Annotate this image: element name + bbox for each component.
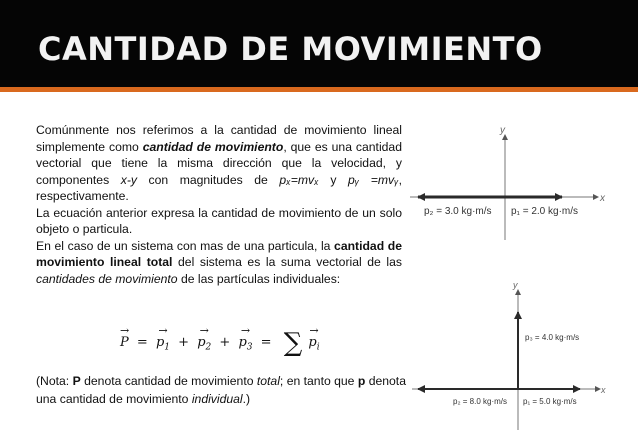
- paragraph-2: La ecuación anterior expresa la cantidad de movimiento de un solo objeto o particula.: [36, 205, 402, 236]
- p3-text-b: del sistema es la suma vectorial de las: [172, 255, 402, 269]
- p1-text-a: Comúnmente nos referimos a la cantidad de movimiento lineal simplemente como: [36, 123, 402, 154]
- plus-sign: +: [178, 335, 190, 350]
- slide-title: CANTIDAD DE MOVIMIENTO: [38, 30, 543, 68]
- note-open: (Nota:: [36, 374, 73, 388]
- p2-symbol: p: [197, 335, 206, 350]
- note-close: .): [242, 391, 251, 406]
- p3-text-c: de las partículas individuales:: [177, 271, 341, 286]
- sigma-symbol: ∑: [283, 328, 303, 358]
- note-individual: individual: [191, 391, 243, 406]
- pi-subscript: i: [316, 342, 320, 353]
- note-text-b: ; en tanto que: [279, 374, 358, 388]
- d1-p2-label: p₂ = 3.0 kg·m/s: [424, 206, 492, 217]
- d2-p1-label: p₁ = 5.0 kg·m/s: [523, 397, 577, 406]
- note-total: total: [256, 374, 280, 388]
- p1-xy: x-y: [120, 172, 137, 187]
- p1-text-c: con magnitudes de: [136, 172, 280, 187]
- p1-symbol: p: [155, 335, 165, 350]
- p3-subscript: 3: [246, 342, 253, 353]
- d2-x-label: x: [601, 385, 606, 395]
- diagram-2: [412, 280, 606, 430]
- equals-sign: =: [136, 335, 148, 350]
- pi-symbol: p: [308, 335, 317, 350]
- p1-py: pᵧ =mvᵧ: [347, 172, 399, 187]
- note-text-a: denota cantidad de movimiento: [80, 374, 257, 388]
- p1-text-d: y: [330, 172, 348, 187]
- equals-sign: =: [260, 335, 272, 350]
- p3-italic: cantidades de movimiento: [36, 271, 178, 286]
- p3-text-a: En el caso de un sistema con mas de una particula, la: [36, 238, 335, 253]
- note-text-c: denota una cantidad de movimiento: [36, 374, 406, 406]
- p1-emphasis: cantidad de movimiento: [142, 139, 284, 154]
- p3-symbol: p: [238, 335, 247, 350]
- d2-p3-label: p₃ = 4.0 kg·m/s: [525, 333, 580, 342]
- total-momentum-vector: → P: [120, 335, 129, 350]
- p1-text-e: , respectivamente.: [36, 172, 403, 203]
- diagram-1: [410, 125, 606, 240]
- d1-y-label: y: [500, 125, 505, 136]
- note-p: p: [357, 374, 366, 388]
- p1-subscript: 1: [164, 342, 170, 353]
- note-P: P: [72, 374, 81, 388]
- p1-px: pₓ=mvₓ: [279, 172, 319, 187]
- d2-p2-label: p₂ = 8.0 kg·m/s: [453, 397, 508, 406]
- p3-emphasis: cantidad de movimiento lineal total: [36, 238, 402, 269]
- d1-p1-label: p₁ = 2.0 kg·m/s: [511, 206, 579, 217]
- plus-sign: +: [219, 335, 231, 350]
- d2-y-label: y: [513, 280, 518, 290]
- d1-x-label: x: [600, 193, 605, 204]
- p2-subscript: 2: [205, 342, 212, 353]
- p1-text-b: , que es una cantidad vectorial que tiene la misma dirección que la velocidad, y componentes: [36, 139, 402, 187]
